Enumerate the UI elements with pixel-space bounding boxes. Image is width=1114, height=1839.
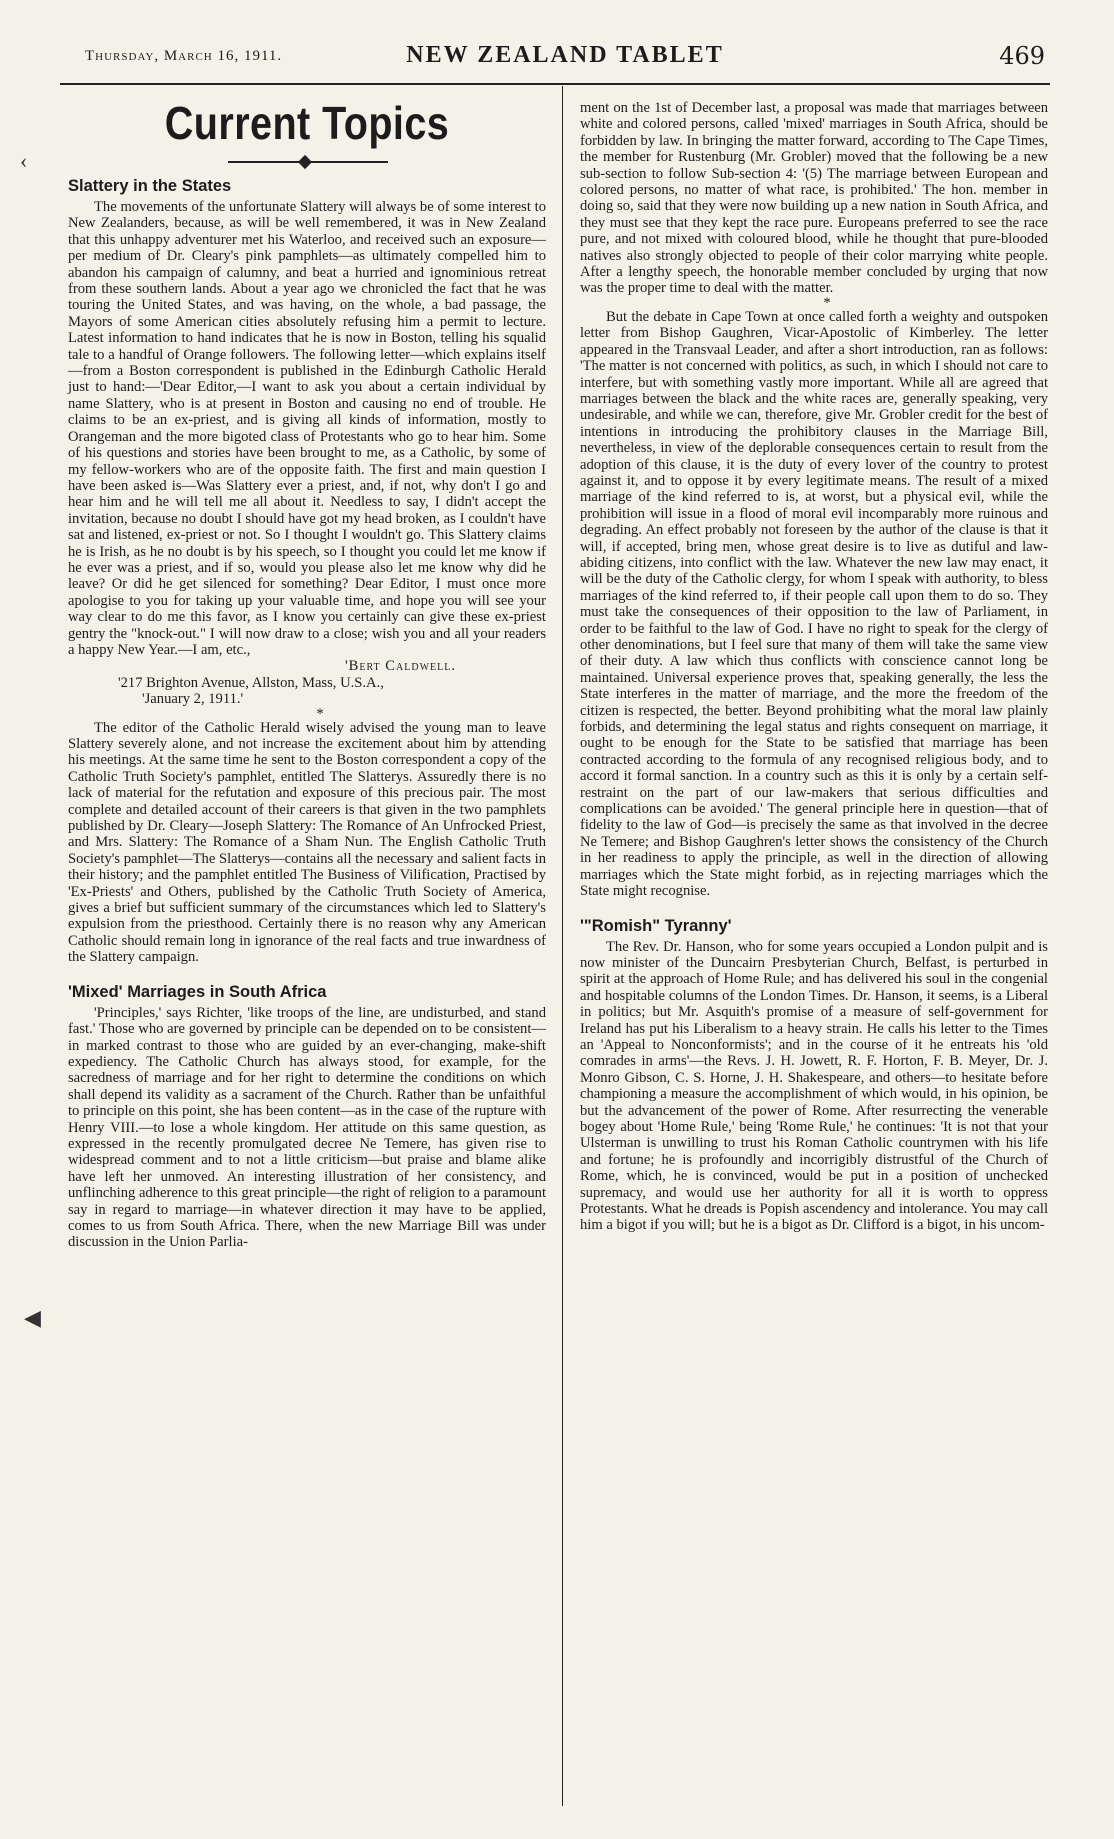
margin-arrow-mark: ◀ <box>24 1305 41 1330</box>
header-rule <box>60 83 1050 85</box>
paragraph: But the debate in Cape Town at once called forth a weighty and outspoken letter from Bishop Gaughren, Vicar-Apostolic of Kimberley. The letter appeared in the Transvaal Leader, and after a short introduction, ran as follows: 'The matter is not concerned with politics, as such, in which I should not care to interfere, but with something vastly more important. While all are agreed that marriages between the black and the white races are, generally speaking, very undesirable, and while we can, therefore, give Mr. Grobler credit for the best of intentions in introducing the prohibitory clauses in the Marriage Bill, nevertheless, in view of the deplorable consequences certain to result from the adoption of this clause, it is the duty of every lover of the country to protest against it, and to oppose it by every legitimate means. The result of a mixed marriage of the kind referred to is, at worst, but a physical evil, while the prohibition will issue in a flood of moral evil incomparably more ruinous and degrading. An effect probably not foreseen by the author of the clause is that it will, if accepted, bring men, whose great desire is to live as dutiful and law-abiding citizens, into conflict with the law. Whatever the new law may enact, it will be the duty of the Catholic clergy, for whom I speak with authority, to bless marriages of the kind referred to, if their people call upon them to do so. They must take the consequences of their opposition to the law of Parliament, in order to be faithful to the law of God. I have no right to speak for the clergy of other denominations, but I feel sure that many of them will take the same view of their duty. A law which thus conflicts with conscience cannot long be maintained. Universal experience proves that, speaking generally, the less the State interferes in the matter of marriage, and the more the freedom of the citizen is respected, the better. Beyond prohibiting what the moral law plainly forbids, and determining the legal status and rights consequent on marriage, it ought to be enough for the State to be satisfied that marriage has been contracted according to the formula of any recognised religious body, and to accord it formal sanction. In a country such as this it is only by a certain self-restraint on the part of our law-makers that serious difficulties and complications can be avoided.' The general principle here in question—that of fidelity to the law of God—is precisely the same as that involved in the decree Ne Temere; and Bishop Gaughren's letter shows the consistency of the Church in her readiness to apply the principle, as well in the direction of allowing marriages which the State might forbid, as in rejecting marriages which the State might recognise. <box>580 308 1048 900</box>
masthead-title: NEW ZEALAND TABLET <box>406 42 724 68</box>
issue-date: Thursday, March 16, 1911. <box>85 48 283 64</box>
paragraph: ment on the 1st of December last, a proposal was made that marriages between white and colored persons, called 'mixed' marriages in South Africa, should be forbidden by law. In bringing the matter forward, according to The Cape Times, the member for Rustenburg (Mr. Grobler) moved that the following be a new sub-section to follow Sub-section 4: '(5) The marriage between European and colored persons, no matter of what race, is prohibited.' The hon. member in doing so, said that they were now building up a new nation in South Africa, and they must see that they kept the race pure. Europeans preferred to see the race pure, and not mixed with coloured blood, while he thought that pure-blooded natives also strongly objected to people of their color marrying white people. After a lengthy speech, the honorable member concluded by urging that now was the proper time to deal with the matter. <box>580 100 1048 297</box>
title-ornament <box>68 154 546 170</box>
main-title: Current Topics <box>164 97 450 149</box>
section-heading-mixed-marriages: 'Mixed' Marriages in South Africa <box>68 982 327 1001</box>
letter-address: '217 Brighton Avenue, Allston, Mass, U.S.A., <box>118 674 384 691</box>
ornament-diamond-icon <box>298 155 312 169</box>
section-heading-slattery: Slattery in the States <box>68 177 232 195</box>
page-header <box>85 42 1045 82</box>
letter-date: 'January 2, 1911.' <box>142 691 244 708</box>
section-heading-romish-tyranny: '"Romish" Tyranny' <box>580 916 732 935</box>
section-break-star: * <box>823 294 831 311</box>
letter-signature: 'Bert Caldwell. <box>345 658 456 675</box>
left-column <box>68 92 546 1251</box>
paragraph: The movements of the unfortunate Slattery will always be of some interest to New Zealanders, because, as will be well remembered, it was in New Zealand that this unhappy adventurer met his Waterloo, and received such an exposure—per medium of Dr. Cleary's pink pamphlets—as ultimately compelled him to abandon his campaign of calumny, and beat a hurried and ignominious retreat from these southern lands. About a year ago we chronicled the fact that he was touring the United States, and was having, on the whole, a bad passage, the Mayors of some American cities absolutely refusing him a permit to lecture. Latest information to hand indicates that he is now in Boston, telling his squalid tale to a handful of Orange followers. The following letter—which explains itself—from a Boston correspondent is published in the Edinburgh Catholic Herald just to hand:—'Dear Editor,—I want to ask you about a certain individual by name Slattery, who is at present in Boston and causing no end of trouble. He claims to be an ex-priest, and is giving all kinds of information, mostly to Orangeman and the more bigoted class of Protestants who go to hear him. Some of his questions and stories have been brought to me, as a Catholic, by some of my fellow-workers who are of the opposite faith. The first and main question I have been asked is—Was Slattery ever a priest, and, if not, why don't I go and hear him and he will tell me all about it. Needless to say, I didn't accept the invitation, because no doubt I should have got my head broken, as I couldn't have sat and listened, ex-priest or not. So I thought I wouldn't go. This Slattery claims he is Irish, as he no doubt is by his speech, so I thought you could let me know if he ever was a priest, and if so, would you please also let me know why did he leave? Or did he get silenced for something? Dear Editor, I must once more apologise to you for taking up your valuable time, and hope you will see your way clear to do me this favor, as I know you certainly can give these ex-priest gentry the "knock-out." I will now draw to a close; wish you and all your readers a happy New Year.—I am, etc., <box>68 199 546 658</box>
right-column <box>580 100 1048 1234</box>
paragraph: 'Principles,' says Richter, 'like troops of the line, are undisturbed, and stand fast.' Those who are governed by principle can be depended on to be consistent—in marked contrast to those who are guided by an ever-changing, make-shift expediency. The Catholic Church has always stood, for example, for the sacredness of marriage and for her right to determine the conditions on which shall depend its validity as a sacrament of the Church. Rather than be unfaithful to principle on this point, she has been content—as in the case of the rupture with Henry VIII.—to lose a whole kingdom. Her attitude on this same question, as expressed in the recently promulgated decree Ne Temere, has given rise to widespread comment and to not a little criticism—but praise and blame alike have left her unmoved. An interesting illustration of her consistency, and unflinching adherence to this great principle—the right of religion to a paramount say in regard to marriage—in whatever direction it may have to be applied, comes to us from South Africa. There, when the new Marriage Bill was under discussion in the Union Parlia- <box>68 1004 546 1251</box>
column-divider <box>562 86 563 1806</box>
paragraph: The Rev. Dr. Hanson, who for some years occupied a London pulpit and is now minister of the Duncairn Presbyterian Church, Belfast, is perturbed in spirit at the approach of Home Rule; and has delivered his soul in the congenial and hospitable columns of the London Times. Dr. Hanson, it seems, is a Liberal in politics; but Mr. Asquith's promise of a measure of self-government for Ireland has put his Liberalism to a heavy strain. He calls his letter to the Times an 'Appeal to Nonconformists'; and in the course of it he entreats his 'old comrades in arms'—the Revs. J. H. Jowett, R. F. Horton, F. B. Meyer, Dr. J. Monro Gibson, C. S. Horne, J. H. Shakespeare, and others—to hesitate before championing a measure the accomplishment of which would, in his opinion, be but the advancement of the power of Rome. After resurrecting the venerable bogey about 'Home Rule,' being 'Rome Rule,' he continues: 'It is not that your Ulsterman is unwilling to trust his Roman Catholic countrymen with his life and fortune; he is profoundly and incorrigibly distrustful of the Church of Rome, which, he is convinced, would be put in a position of unchecked supremacy, and would use her authority for all it is worth to oppress Protestants. What he dreads is Popish ascendency and intolerance. You may call him a bigot if you will; but he is a bigot as Dr. Clifford is a bigot, in his uncom- <box>580 938 1048 1234</box>
section-break-star: * <box>316 705 324 722</box>
page-number: 469 <box>999 42 1045 70</box>
paragraph: The editor of the Catholic Herald wisely advised the young man to leave Slattery severely alone, and not increase the excitement about him by attending his meetings. At the same time he sent to the Boston correspondent a copy of the Catholic Truth Society's pamphlet, entitled The Slatterys. Assuredly there is no lack of material for the refutation and exposure of this precious pair. The most complete and detailed account of their careers is that given in the two pamphlets published by Dr. Cleary—Joseph Slattery: The Romance of An Unfrocked Priest, and Mrs. Slattery: The Romance of a Sham Nun. The English Catholic Truth Society's pamphlet—The Slatterys—contains all the necessary and salient facts in their history; and the pamphlet entitled The Business of Vilification, Practised by 'Ex-Priests' and Others, published by the Catholic Truth Society of America, gives a brief but sufficient summary of the circumstances which led to Slattery's expulsion from the priesthood. Certainly there is no reason why any American Catholic should remain long in ignorance of the real facts and true inwardness of the Slattery campaign. <box>68 719 547 966</box>
margin-tick-mark: ‹ <box>20 148 28 173</box>
